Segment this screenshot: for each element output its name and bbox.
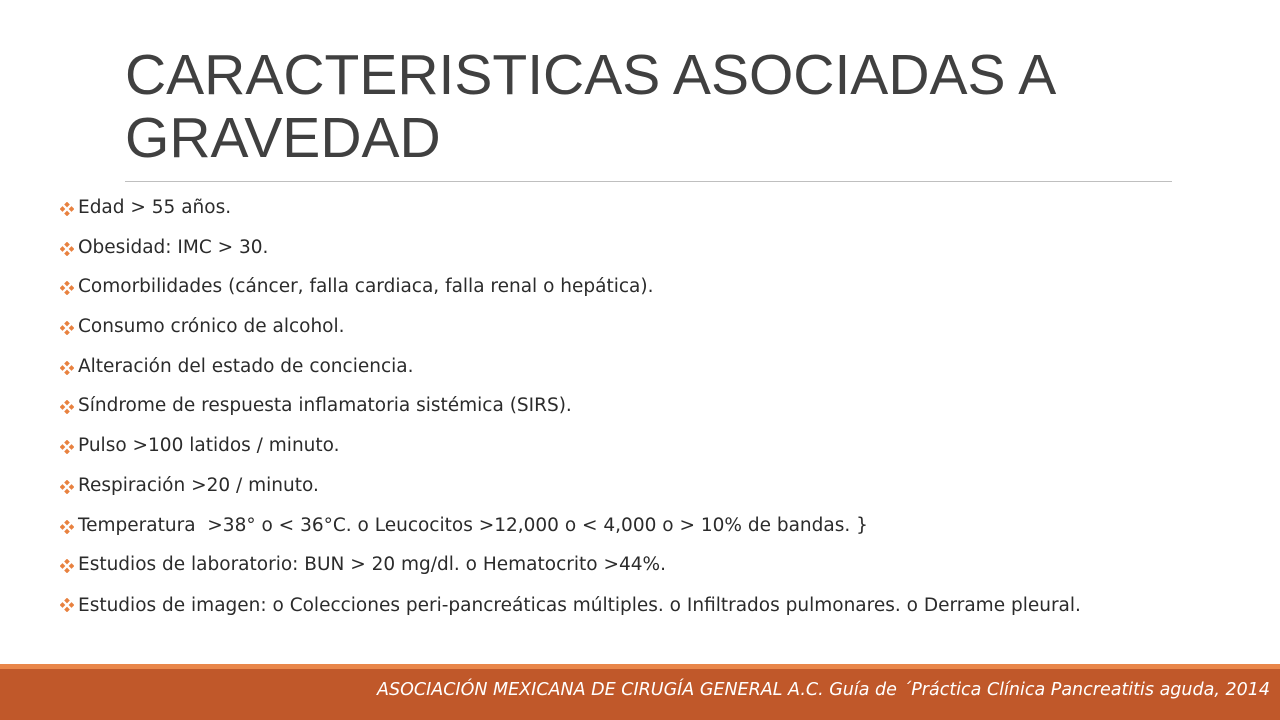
list-item-text: Edad > 55 años. (78, 197, 232, 218)
list-item (60, 434, 1210, 474)
slide-title: CARACTERISTICAS ASOCIADAS A GRAVEDAD (125, 43, 1054, 170)
list-item (60, 355, 1210, 395)
diamond-bullet-icon (60, 361, 74, 375)
title-divider (125, 181, 1172, 182)
diamond-bullet-icon (60, 520, 74, 534)
list-item-text: Respiración >20 / minuto. (78, 474, 319, 496)
list-item-text: Pulso >100 latidos / minuto. (78, 435, 340, 457)
footer-citation: ASOCIACIÓN MEXICANA DE CIRUGÍA GENERAL A.C. Guía de ´Práctica Clínica Pancreatitis aguda, 2014 (377, 680, 1270, 700)
list-item-text: Temperatura >38° o < 36°C. o Leucocitos >12,000 o < 4,000 o > 10% de bandas. } (78, 514, 868, 536)
diamond-bullet-icon (60, 242, 74, 256)
diamond-bullet-icon (60, 598, 74, 612)
diamond-bullet-icon (60, 480, 74, 494)
diamond-bullet-icon (60, 559, 74, 573)
list-item (60, 474, 1210, 514)
diamond-bullet-icon (60, 202, 74, 216)
diamond-bullet-icon (60, 400, 74, 414)
list-item-text: Síndrome de respuesta inflamatoria sistémica (SIRS). (78, 395, 572, 417)
bullet-list (60, 196, 1210, 616)
list-item (60, 514, 1210, 554)
list-item (60, 553, 1210, 593)
diamond-bullet-icon (60, 321, 74, 335)
list-item (60, 593, 1210, 616)
diamond-bullet-icon (60, 440, 74, 454)
list-item-text: Consumo crónico de alcohol. (78, 316, 345, 338)
list-item (60, 236, 1210, 276)
footer-band (0, 669, 1280, 720)
list-item-text: Estudios de laboratorio: BUN > 20 mg/dl. o Hematocrito >44%. (78, 554, 666, 576)
list-item-text: Comorbilidades (cáncer, falla cardiaca, falla renal o hepática). (78, 276, 654, 298)
list-item (60, 315, 1210, 355)
list-item-text: Obesidad: IMC > 30. (78, 236, 269, 258)
list-item-text: Alteración del estado de conciencia. (78, 355, 414, 377)
list-item (60, 275, 1210, 315)
list-item (60, 394, 1210, 434)
list-item (60, 196, 1210, 236)
list-item-text: Estudios de imagen: o Colecciones peri-pancreáticas múltiples. o Infiltrados pulmonares. o Derrame pleural. (78, 594, 1081, 616)
diamond-bullet-icon (60, 281, 74, 295)
